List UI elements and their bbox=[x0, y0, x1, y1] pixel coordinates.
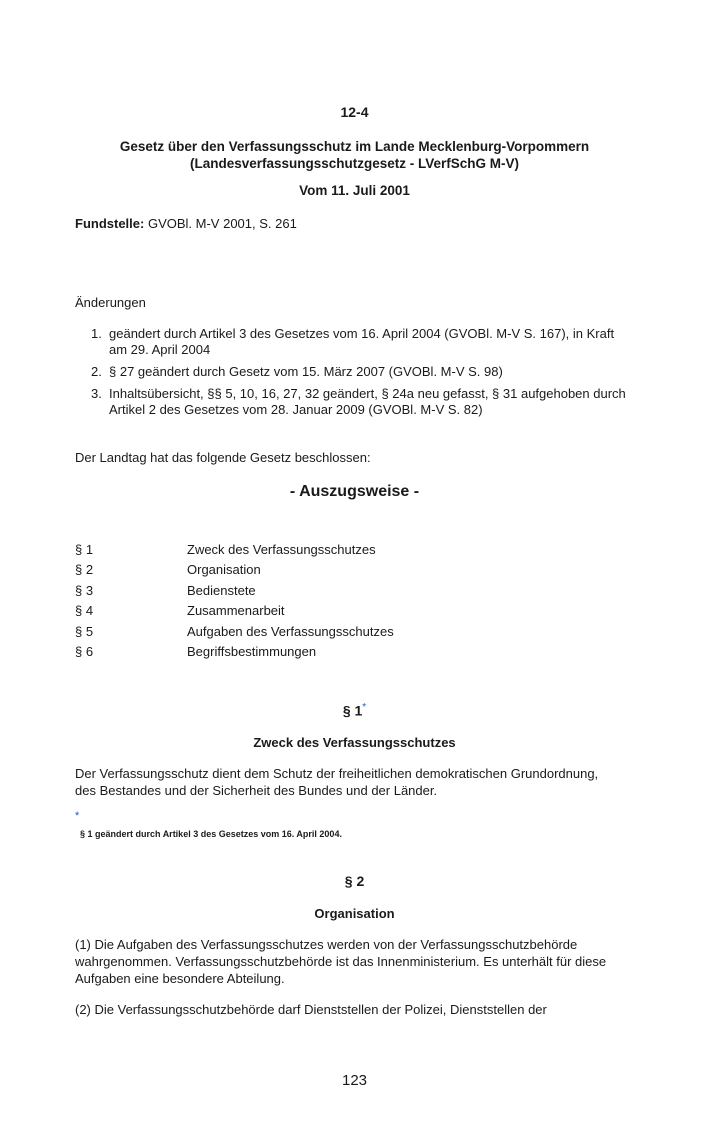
law-title bbox=[60, 138, 649, 172]
toc-section-title: Organisation bbox=[187, 562, 261, 578]
amendments-list bbox=[75, 326, 635, 424]
section-2-title: Organisation bbox=[314, 906, 395, 921]
toc-section-title: Bedienstete bbox=[187, 582, 256, 598]
toc-section-title: Aufgaben des Verfassungsschutzes bbox=[187, 623, 394, 639]
excerpt-label: - Auszugsweise - bbox=[289, 483, 420, 500]
enactment-clause: Der Landtag hat das folgende Gesetz beschlossen: bbox=[75, 450, 371, 465]
toc-row bbox=[75, 621, 635, 642]
amendment-item bbox=[75, 386, 635, 418]
amendment-number: 3. bbox=[91, 386, 102, 401]
source-reference bbox=[75, 216, 297, 231]
amendment-number: 2. bbox=[91, 364, 102, 379]
toc-section-number: § 5 bbox=[75, 623, 94, 639]
amendment-number: 1. bbox=[91, 326, 102, 341]
toc-section-number: § 3 bbox=[75, 582, 94, 598]
toc-section-number: § 4 bbox=[75, 603, 94, 619]
footnote-link[interactable]: * bbox=[75, 810, 80, 822]
section-2-paragraph-1: (1) Die Aufgaben des Verfassungsschutzes werden von der Verfassungsschutzbehörde wahrgenommen. Verfassungsschutzbehörde ist das Innenministerium. Es unterhält für diese Aufgaben eine besondere Abteilung. bbox=[75, 937, 607, 986]
toc-section-title: Zusammenarbeit bbox=[187, 603, 285, 619]
toc-section-title: Begriffsbestimmungen bbox=[187, 644, 317, 660]
amendments-heading: Änderungen bbox=[75, 295, 146, 310]
page-number: 123 bbox=[341, 1072, 368, 1089]
table-of-contents bbox=[75, 539, 635, 662]
toc-row bbox=[75, 580, 635, 601]
source-value: GVOBl. M-V 2001, S. 261 bbox=[147, 216, 297, 231]
amendment-text: § 27 geändert durch Gesetz vom 15. März 2007 (GVOBl. M-V S. 98) bbox=[109, 364, 503, 379]
section-1-title: Zweck des Verfassungsschutzes bbox=[253, 735, 456, 750]
amendment-text: geändert durch Artikel 3 des Gesetzes vom 16. April 2004 (GVOBl. M-V S. 167), in Kraft am 29. April 2004 bbox=[109, 326, 615, 357]
section-1-number bbox=[0, 702, 709, 719]
amendment-text: Inhaltsübersicht, §§ 5, 10, 16, 27, 32 geändert, § 24a neu gefasst, § 31 aufgehoben durch Artikel 2 des Gesetzes vom 28. Januar 2009 (GVOBl. M-V S. 82) bbox=[109, 386, 626, 417]
law-date: Vom 11. Juli 2001 bbox=[299, 183, 410, 198]
document-number: 12-4 bbox=[340, 104, 369, 120]
section-1-text: Der Verfassungsschutz dient dem Schutz der freiheitlichen demokratischen Grundordnung, des Bestandes und der Sicherheit des Bundes und der Länder. bbox=[75, 766, 599, 798]
toc-section-number: § 1 bbox=[75, 541, 94, 557]
toc-section-number: § 6 bbox=[75, 644, 94, 660]
amendment-item bbox=[75, 326, 635, 358]
toc-section-title: Zweck des Verfassungsschutzes bbox=[187, 541, 376, 557]
footnote-text: § 1 geändert durch Artikel 3 des Gesetzes vom 16. April 2004. bbox=[80, 829, 342, 839]
amendment-item bbox=[75, 364, 635, 380]
toc-row bbox=[75, 642, 635, 663]
section-1-number-text: § 1 bbox=[342, 702, 363, 719]
toc-row bbox=[75, 560, 635, 581]
toc-row bbox=[75, 601, 635, 622]
toc-section-number: § 2 bbox=[75, 562, 94, 578]
toc-row bbox=[75, 539, 635, 560]
footnote-marker[interactable]: * bbox=[362, 702, 367, 713]
section-2-paragraph-2: (2) Die Verfassungsschutzbehörde darf Dienststellen der Polizei, Dienststellen der bbox=[75, 1002, 547, 1017]
law-title-line2: (Landesverfassungsschutzgesetz - LVerfSchG M-V) bbox=[189, 156, 520, 171]
law-title-line1: Gesetz über den Verfassungsschutz im Lande Mecklenburg-Vorpommern bbox=[119, 139, 590, 154]
source-label: Fundstelle: bbox=[75, 216, 145, 231]
section-2-number: § 2 bbox=[344, 873, 365, 889]
